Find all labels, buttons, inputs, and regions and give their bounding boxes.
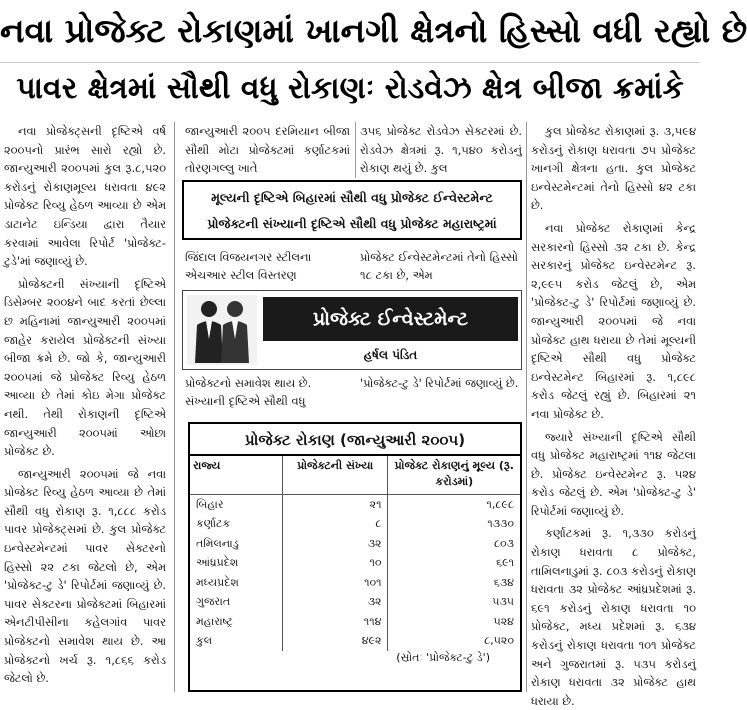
value-cell: ૮૦૩ <box>494 536 514 550</box>
value-cell: ૬૩૪ <box>493 575 514 589</box>
column-header: પ્રોજેક્ટ રોકાણનું મૂલ્ય (રૂ. કરોડમાં) <box>388 456 520 494</box>
table-row <box>190 612 520 632</box>
count-cell: ૮ <box>282 514 388 534</box>
table-row <box>190 553 520 573</box>
table-row <box>190 592 520 612</box>
highlight-callout <box>182 180 522 240</box>
article-column-3 <box>360 122 522 176</box>
state-cell: મહારાષ્ટ્ર <box>190 612 282 632</box>
table-row <box>190 514 520 534</box>
article-column-2-continued: પ્રોજેક્ટનો સમાવેશ થાય છે. સંખ્યાની દૃષ્ટિએ સૌથી વધુ <box>185 376 312 408</box>
count-cell: ૧૦૧ <box>282 573 388 593</box>
article-column-2 <box>185 122 350 176</box>
value-cell: ૧૩૩૦ <box>487 517 514 530</box>
count-cell: ૪૯૨ <box>282 631 388 651</box>
state-cell: મધ્યપ્રદેશ <box>190 573 282 593</box>
table-row <box>190 534 520 554</box>
callout-line: મૂલ્યની દૃષ્ટિએ બિહારમાં સૌથી વધુ પ્રોજેક્ટ ઈન્વેસ્ટમેન્ટ <box>211 190 493 205</box>
count-cell: ૨૧ <box>282 494 388 514</box>
table-title: પ્રોજેક્ટ રોકાણ (જાન્યુઆરી ૨૦૦૫) <box>190 424 520 456</box>
state-cell: તમિલનાડુ <box>190 534 282 554</box>
column-header: રાજ્ય <box>190 456 282 494</box>
headline: નવા પ્રોજેક્ટ રોકાણમાં ખાનગી ક્ષેત્રનો હિસ્સો વધી રહ્યો છે <box>0 11 747 50</box>
value-cell: ૫૩૫ <box>492 595 514 608</box>
column-divider <box>526 122 527 692</box>
article-column-3-continued: પ્રોજેક્ટ ઈન્વેસ્ટમેન્ટમાં તેનો હિસ્સો ૧૮ ટકા છે, એમ <box>360 250 519 282</box>
author-byline: હર્ષલ પંડિત <box>363 348 418 362</box>
column-divider <box>174 122 175 692</box>
count-cell: ૩૨ <box>282 592 388 612</box>
paragraph: નવા પ્રોજેક્ટ રોકાણમાં કેન્દ્ર સરકારનો હિસ્સો ૩૨ ટકા છે. કેન્દ્ર સરકારનું પ્રોજેક્ટ ઇન્વેસ્ટમેન્ટ રૂ. ૨,૯૯૫ કરોડ જેટલું છે, એમ 'પ્રોજેક્ટ-ટુ ડે' રિપોર્ટમાં જણાવ્યું છે. જાન્યુઆરી ૨૦૦૫માં જે નવા પ્રોજેક્ટ હાથ ધરાયા છે તેમાં મૂલ્યની દૃષ્ટિએ સૌથી વધુ પ્રોજેક્ટ ઇન્વેસ્ટમેન્ટ બિહારમાં રૂ. ૧,૮૯૮ કરોડ જેટલું રહ્યું છે. બિહારમાં ૨૧ નવા પ્રોજેક્ટ છે. <box>531 220 696 421</box>
column-divider <box>355 122 356 178</box>
callout-line: પ્રોજેક્ટની સંખ્યાની દૃષ્ટિએ સૌથી વધુ પ્રોજેક્ટ મહારાષ્ટ્રમાં <box>207 216 497 231</box>
count-cell: ૧૧૪ <box>282 612 388 632</box>
state-cell: કર્ણાટક <box>190 514 282 534</box>
value-cell: ૮,૫૨૦ <box>484 634 514 647</box>
value-cell: ૬૯૧ <box>495 556 514 569</box>
article-column-2-continued: જિંદાલ વિજયનગર સ્ટીલના એચઆર સ્ટીલ વિસ્તરણ <box>185 250 312 282</box>
column-header: પ્રોજેક્ટની સંખ્યા <box>282 456 388 494</box>
article-column-1 <box>4 122 166 694</box>
paragraph: ૩૫૬ પ્રોજેક્ટ રોડવેઝ સેક્ટરમાં છે. રોડવેઝ ક્ષેત્રમાં રૂ. ૧,૫૪૦ કરોડનું રોકાણ થયું છે. કુલ <box>360 124 522 176</box>
table-row <box>190 494 520 514</box>
article-column-4 <box>531 122 696 708</box>
count-cell: ૩૨ <box>282 534 388 554</box>
state-cell: કુલ <box>190 631 282 651</box>
paragraph: પ્રોજેક્ટની સંખ્યાની દૃષ્ટિએ ડિસેમ્બર ૨૦૦૪ને બાદ કરતાં છેલ્લા છ મહિનામાં જાન્યુઆરી ૨૦૦૫માં જાહેર કરાયેલ પ્રોજેક્ટની સંખ્યા બીજા ક્રમે છે. જો કે, જાન્યુઆરી ૨૦૦૫માં જે પ્રોજેક્ટ રિવ્યુ હેઠળ આવ્યા છે તેમાં કોઇ મેગા પ્રોજેક્ટ નથી. તેથી રોકાણની દૃષ્ટિએ જાન્યુઆરી ૨૦૦૫માં ઓછા પ્રોજેક્ટ છે. <box>4 276 166 459</box>
paragraph: જાન્યુઆરી ૨૦૦૫માં જે નવા પ્રોજેક્ટ રિવ્યુ હેઠળ આવ્યા છે તેમાં સૌથી વધુ રોકાણ રૂ. ૧,૮૮૮ કરોડ પાવર પ્રોજેક્ટ્સમાં છે. કુલ પ્રોજેક્ટ ઇન્વેસ્ટમેન્ટમાં પાવર સેક્ટરનો હિસ્સો ૨૨ ટકા જેટલો છે, એમ 'પ્રોજેક્ટ-ટુ ડે' રિપોર્ટમાં જણાવ્યું છે. પાવર સેક્ટરના પ્રોજેક્ટમાં બિહારમાં એનટીપીસીના કહેલગાંવ પાવર પ્રોજેક્ટનો સમાવેશ થાય છે. આ પ્રોજેક્ટનો ખર્ચ રૂ. ૧,૮૬૬ કરોડ જેટલો છે. <box>4 466 166 686</box>
table-row <box>190 573 520 593</box>
table-total-row <box>190 631 520 651</box>
table-source: (સ્રોતઃ 'પ્રોજેક્ટ-ટુ ડે') <box>396 650 490 664</box>
investment-table-box <box>188 422 522 692</box>
value-cell: ૫૨૪ <box>493 614 514 628</box>
paragraph: જાન્યુઆરી ૨૦૦૫ દરમિયાન બીજા સૌથી મોટા પ્રોજેક્ટમાં કર્ણાટકમાં તોરણગલ્લુ ખાતે <box>185 124 350 176</box>
investment-table <box>190 456 520 651</box>
state-cell: ગુજરાત <box>190 592 282 612</box>
count-cell: ૧૦ <box>282 553 388 573</box>
value-cell: ૧,૮૯૮ <box>486 497 514 511</box>
paragraph: નવા પ્રોજેક્ટ્સની દૃષ્ટિએ વર્ષ ૨૦૦૫નો પ્રારંભ સારો રહ્યો છે. જાન્યુઆરી ૨૦૦૫માં કુલ રૂ.૮,૫૨૦ કરોડનું રોકાણમૂલ્ય ધરાવતા ૪૯૨ પ્રોજેક્ટ રિવ્યુ હેઠળ આવ્યા છે એમ ડાટાનેટ ઇન્ડિયા દ્વારા તૈયાર કરવામાં આવેલા રિપોર્ટ 'પ્રોજેક્ટ-ટુડે'માં જણાવ્યું છે. <box>4 124 166 269</box>
banner-title: પ્રોજેક્ટ ઈન્વેસ્ટમેન્ટ <box>263 297 518 341</box>
column-banner <box>182 290 522 370</box>
paragraph: કર્ણાટકમાં રૂ. ૧,૩૩૦ કરોડનું રોકાણ ધરાવતા ૮ પ્રોજેક્ટ, તામિલનાડુમાં રૂ. ૮૦૩ કરોડનું રોકાણ ધરાવતા ૩૨ પ્રોજેક્ટ આંધ્રપ્રદેશમાં રૂ. ૬૯૧ કરોડનું રોકાણ ધરાવતા ૧૦ પ્રોજેક્ટ, મધ્ય પ્રદેશમાં રૂ. ૬૩૪ કરોડનું રોકાણ ધરાવતા ૧૦૧ પ્રોજેક્ટ અને ગુજરાતમાં રૂ. ૫૩૫ કરોડનું રોકાણ ધરાવતા ૩૨ પ્રોજેક્ટ હાથ ધરાયા છે. <box>531 526 696 708</box>
article-column-3-continued: 'પ્રોજેક્ટ-ટુ ડે' રિપોર્ટમાં જણાવ્યું છે. <box>360 376 519 390</box>
state-cell: આંધ્રપ્રદેશ <box>190 553 282 573</box>
state-cell: બિહાર <box>190 494 282 514</box>
table-header-row <box>190 456 520 494</box>
paragraph: જ્યારે સંખ્યાની દૃષ્ટિએ સૌથી વધુ પ્રોજેક્ટ મહારાષ્ટ્રમાં ૧૧૪ જેટલા છે. પ્રોજેક્ટ ઇન્વેસ્ટમેન્ટ રૂ. ૫૨૪ કરોડ જેટલું છે. એમ 'પ્રોજેક્ટ-ટુ ડે' રિપોર્ટમાં જણાવ્યું છે. <box>531 429 696 518</box>
subheadline: પાવર ક્ષેત્રમાં સૌથી વધુ રોકાણઃ રોડવેઝ ક્ષેત્ર બીજા ક્રમાંકે <box>0 62 700 114</box>
businessmen-illustration <box>187 295 257 365</box>
paragraph: કુલ પ્રોજેક્ટ રોકાણમાં રૂ. ૩,૫૯૪ કરોડનું રોકાણ ધરાવતા ૭૫ પ્રોજેક્ટ ખાનગી ક્ષેત્રના હતા. કુલ પ્રોજેક્ટ ઇન્વેસ્ટમેન્ટમાં તેનો હિસ્સો ૪૨ ટકા છે. <box>531 124 696 213</box>
